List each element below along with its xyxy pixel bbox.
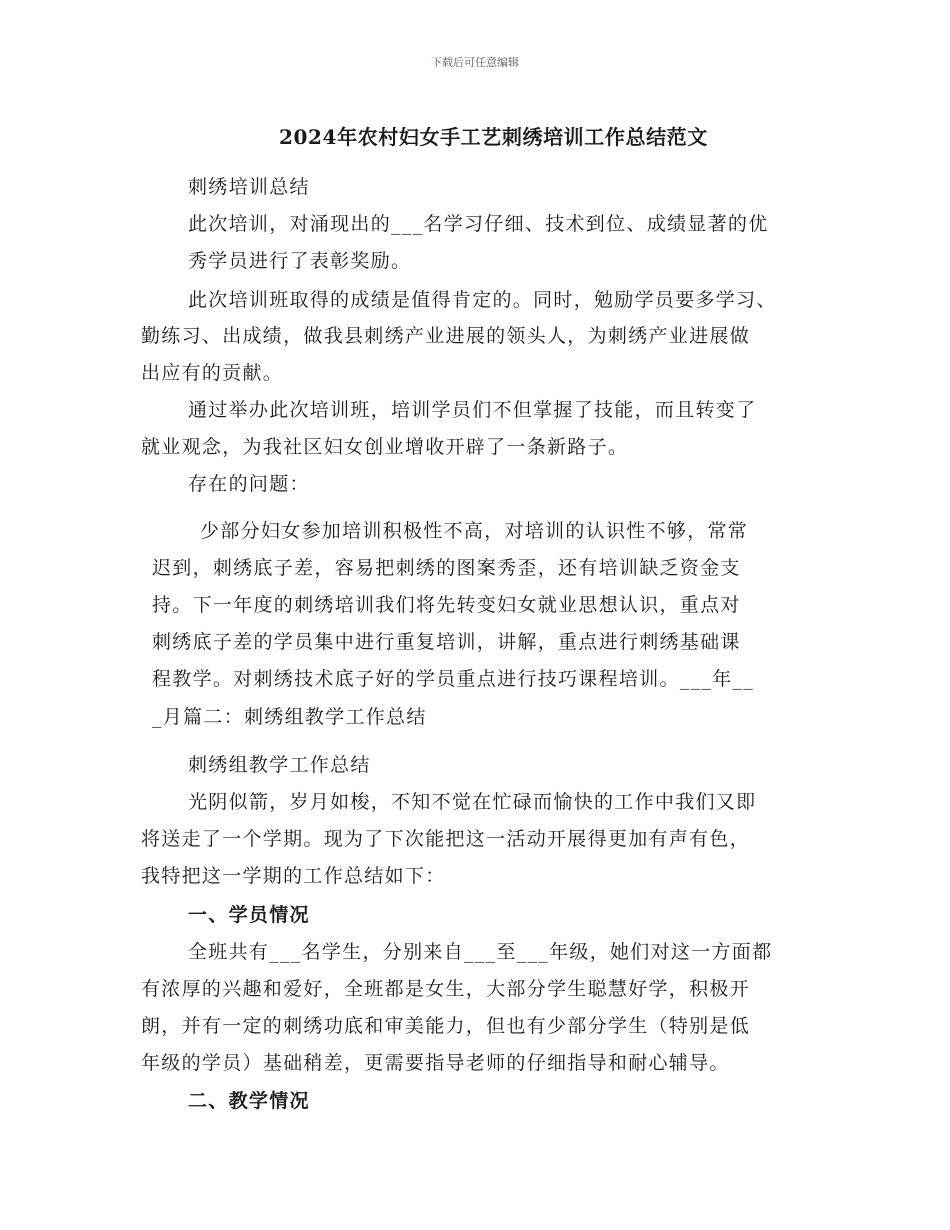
text-line: 刺绣组教学工作总结: [188, 754, 371, 776]
text-line: 程教学。对刺绣技术底子好的学员重点进行技巧课程培训。___年__: [152, 668, 755, 690]
text-line: 此次培训班取得的成绩是值得肯定的。同时，勉励学员要多学习、: [188, 289, 777, 311]
section-heading: 一、学员情况: [188, 904, 310, 926]
text-line: 我特把这一学期的工作总结如下：: [141, 865, 446, 887]
text-line: 通过举办此次培训班，培训学员们不但掌握了技能，而且转变了: [188, 399, 757, 421]
text-line: 出应有的贡献。: [141, 362, 284, 384]
text-line: 全班共有___名学生，分别来自___至___年级，她们对这一方面都: [188, 941, 773, 963]
text-line: 朗，并有一定的刺绣功底和审美能力，但也有少部分学生（特别是低: [141, 1015, 751, 1037]
page-header-note: 下载后可任意编辑: [431, 56, 519, 69]
text-line: 迟到，刺绣底子差，容易把刺绣的图案秀歪，还有培训缺乏资金支: [152, 557, 741, 579]
text-line: 刺绣培训总结: [188, 176, 310, 198]
text-line: 年级的学员）基础稍差，更需要指导老师的仔细指导和耐心辅导。: [141, 1052, 730, 1074]
text-line: 存在的问题：: [188, 473, 310, 495]
text-line: _月篇二：刺绣组教学工作总结: [152, 706, 427, 728]
text-line: 刺绣底子差的学员集中进行重复培训，讲解，重点进行刺绣基础课: [152, 631, 741, 653]
text-line: 有浓厚的兴趣和爱好，全班都是女生，大部分学生聪慧好学，积极开: [141, 978, 751, 1000]
document-title: 2024年农村妇女手工艺刺绣培训工作总结范文: [279, 125, 708, 149]
text-line: 光阴似箭，岁月如梭，不知不觉在忙碌而愉快的工作中我们又即: [188, 791, 757, 813]
text-line: 此次培训，对涌现出的___名学习仔细、技术到位、成绩显著的优: [188, 213, 769, 235]
text-line: 勤练习、出成绩，做我县刺绣产业进展的领头人，为刺绣产业进展做: [141, 325, 751, 347]
text-line: 将送走了一个学期。现为了下次能把这一活动开展得更加有声有色，: [141, 828, 751, 850]
text-line: 就业观念，为我社区妇女创业增收开辟了一条新路子。: [141, 436, 629, 458]
text-line: 持。下一年度的刺绣培训我们将先转变妇女就业思想认识，重点对: [152, 594, 741, 616]
section-heading: 二、教学情况: [188, 1090, 310, 1112]
text-line: 少部分妇女参加培训积极性不高，对培训的认识性不够，常常: [200, 520, 749, 542]
text-line: 秀学员进行了表彰奖励。: [188, 250, 412, 272]
